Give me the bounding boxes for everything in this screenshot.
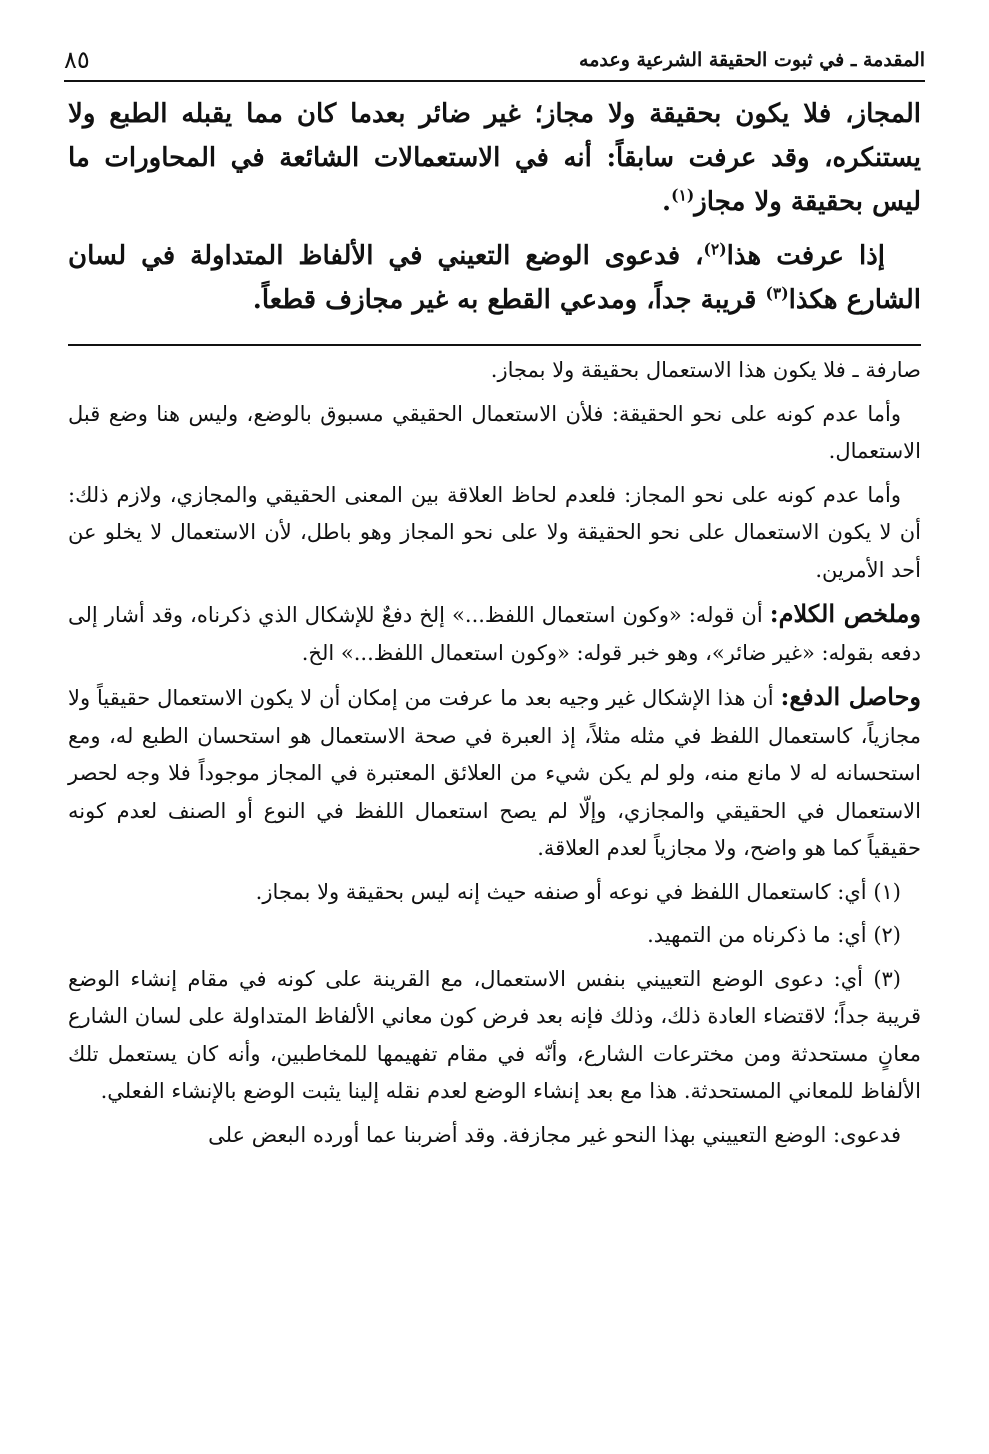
text-divider: [68, 344, 921, 346]
main-text: [68, 92, 921, 332]
main-paragraph-1: [68, 92, 921, 224]
footnote-2: (٢) أي: ما ذكرناه من التمهيد.: [647, 923, 901, 947]
main-paragraph-2-part-b: ، فدعوى الوضع التعيني في الألفاظ المتداولة في لسان الشارع هكذا: [68, 241, 921, 315]
commentary-paragraph-5: [68, 678, 921, 868]
summary-heading: وملخص الكلام:: [769, 599, 922, 628]
rebuttal-heading: وحاصل الدفع:: [780, 682, 921, 711]
footnote-1: (١) أي: كاستعمال اللفظ في نوعه أو صنفه حيث إنه ليس بحقيقة ولا بمجاز.: [255, 879, 901, 904]
footnote-3: (٣) أي: دعوى الوضع التعييني بنفس الاستعمال، مع القرينة على كونه في مقام إنشاء الوضع قريبة جداً؛ لاقتضاء العادة ذلك، وذلك فإنه بعد فرض كون معاني الألفاظ المتداولة على لسان الشارع معانٍ مستحدثة ومن مخترعات الشارع، وأنّه في مقام تفهيمها للمخاطبين، وأنه كان يستعمل تلك الألفاظ للمعاني المستحدثة. هذا مع بعد إنشاء الوضع لعدم نقله إلينا يثبت الوضع بالإنشاء الفعلي.: [68, 966, 921, 1103]
footnote-ref-3: (٣): [765, 283, 789, 303]
main-paragraph-1-text: المجاز، فلا يكون بحقيقة ولا مجاز؛ غير ضائر بعدما كان مما يقبله الطبع ولا يستنكره، وقد عرفت سابقاً: أنه في الاستعمالات الشائعة في المحاورات ما ليس بحقيقة ولا مجاز: [68, 99, 921, 217]
main-paragraph-1-end: .: [662, 187, 672, 217]
page-number: ٨٥: [64, 46, 90, 74]
summary-text: أن قوله: «وكون استعمال اللفظ...» إلخ دفعٌ للإشكال الذي ذكرناه، وقد أشار إلى دفعه بقوله: «غير ضائر»، وهو خبر قوله: «وكون استعمال اللفظ...» الخ.: [68, 603, 921, 665]
footnote-ref-1: (١): [671, 185, 695, 205]
footnote-ref-2: (٢): [703, 239, 727, 259]
page-header: [64, 40, 925, 82]
main-paragraph-2: [68, 234, 921, 322]
commentary: [68, 352, 921, 1160]
commentary-paragraph-1: صارفة ـ فلا يكون هذا الاستعمال بحقيقة ولا بمجاز.: [490, 358, 921, 382]
commentary-paragraph-3: وأما عدم كونه على نحو المجاز: فلعدم لحاظ العلاقة بين المعنى الحقيقي والمجازي، ولازم ذلك: أن لا يكون الاستعمال على نحو الحقيقة ولا على نحو المجاز وهو باطل، لأن الاستعمال لا يخلو عن أحد الأمرين.: [68, 482, 921, 582]
commentary-paragraph-2: وأما عدم كونه على نحو الحقيقة: فلأن الاستعمال الحقيقي مسبوق بالوضع، وليس هنا وضع قبل الاستعمال.: [68, 401, 921, 463]
commentary-paragraph-6: فدعوى: الوضع التعييني بهذا النحو غير مجازفة. وقد أضربنا عما أورده البعض على: [208, 1122, 901, 1147]
main-paragraph-2-part-c: قريبة جداً، ومدعي القطع به غير مجازف قطعاً.: [252, 285, 766, 315]
main-paragraph-2-part-a: إذا عرفت هذا: [726, 241, 885, 271]
commentary-paragraph-4: [68, 595, 921, 672]
running-title: المقدمة ـ في ثبوت الحقيقة الشرعية وعدمه: [579, 49, 925, 71]
rebuttal-text: أن هذا الإشكال غير وجيه بعد ما عرفت من إمكان أن لا يكون الاستعمال حقيقياً ولا مجازياً، كاستعمال اللفظ في مثله مثلاً، إذ العبرة في صحة الاستعمال هو استحسان الطبع له، ومع استحسانه له لا مانع منه، ولو لم يكن شيء من العلائق المعتبرة في المجاز موجوداً فلا وجه لحصر الاستعمال في الحقيقي والمجازي، وإلّا لم يصح استعمال اللفظ في النوع أو الصنف لعدم كونه حقيقياً كما هو واضح، ولا مجازياً لعدم العلاقة.: [68, 686, 921, 860]
